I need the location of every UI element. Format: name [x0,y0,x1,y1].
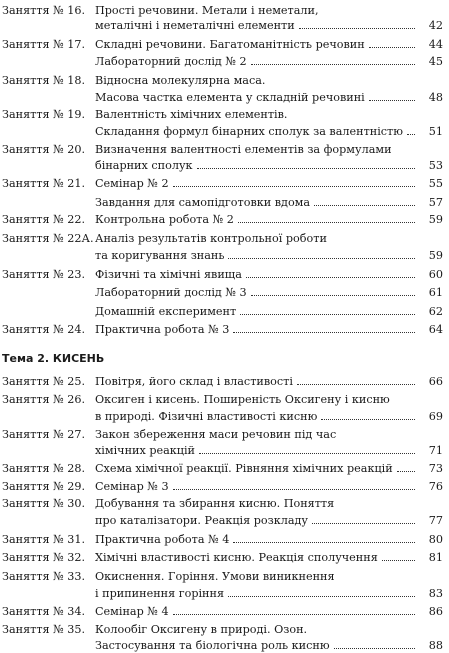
lesson-title-text: Практична робота № 3 [95,323,230,336]
toc-entry [2,623,443,637]
dot-leader [314,196,415,206]
lesson-title-text: Хімічні властивості кисню. Реакція сполучення [95,551,378,564]
toc-entry [2,480,443,494]
toc-entry [2,514,443,528]
lesson-title [95,514,415,528]
lesson-title [95,375,415,389]
toc-entry [2,4,443,18]
lesson-title [95,213,415,227]
toc-entry [2,605,443,619]
lesson-title-text: Прості речовини. Метали і неметали, [95,4,319,17]
toc-entry [2,108,443,122]
lesson-title [95,551,415,565]
page-number: 88 [428,639,443,652]
lesson-title-text: Відносна молекулярна маса. [95,74,266,87]
dot-leader [369,38,415,48]
lesson-title-text: Семінар № 2 [95,177,169,190]
lesson-title [95,177,415,191]
lesson-number: Заняття № 17. [2,38,86,51]
dot-leader [369,91,415,101]
toc-entry [2,639,443,653]
lesson-number: Заняття № 22. [2,213,86,226]
toc-entry [2,393,443,407]
toc-entry [2,74,443,88]
lesson-title [95,497,415,511]
lesson-title [95,570,415,584]
page-number: 64 [428,323,443,336]
lesson-title-text: Домашній експеримент [95,305,237,318]
lesson-title-text: і припинення горіння [95,587,225,600]
dot-leader [321,410,415,420]
toc-entry [2,533,443,547]
lesson-title [95,605,415,619]
lesson-number: Заняття № 21. [2,177,86,190]
lesson-title-text: про каталізатори. Реакція розкладу [95,514,308,527]
lesson-number: Заняття № 20. [2,143,86,156]
topic-heading: Тема 2. КИСЕНЬ [2,352,105,365]
lesson-number: Заняття № 16. [2,4,86,17]
dot-leader [228,249,415,259]
lesson-title [95,108,415,122]
dot-leader [299,19,415,29]
lesson-title-text: Валентність хімічних елементів. [95,108,288,121]
lesson-number: Заняття № 27. [2,428,86,441]
toc-entry [2,587,443,601]
toc-entry [2,196,443,210]
page-number: 42 [428,19,443,32]
toc-entry [2,177,443,191]
lesson-title [95,55,415,69]
lesson-number: Заняття № 19. [2,108,86,121]
lesson-title-text: в природі. Фізичні властивості кисню [95,410,318,423]
page-number: 86 [428,605,443,618]
lesson-number: Заняття № 34. [2,605,86,618]
toc-entry [2,19,443,33]
lesson-title [95,159,415,173]
lesson-title-text: Визначення валентності елементів за формулами [95,143,392,156]
lesson-title-text: Аналіз результатів контрольної роботи [95,232,327,245]
toc-entry [2,375,443,389]
page-number: 62 [428,305,443,318]
page-number: 66 [428,375,443,388]
lesson-title [95,533,415,547]
lesson-title-text: Застосування та біологічна роль кисню [95,639,330,652]
toc-entry [2,305,443,319]
page-number: 45 [428,55,443,68]
dot-leader [233,323,415,333]
page-number: 59 [428,249,443,262]
lesson-title-text: Масова частка елемента у складній речовині [95,91,365,104]
lesson-title [95,480,415,494]
page-number: 76 [428,480,443,493]
toc-entry [2,497,443,511]
lesson-title-text: Складання формул бінарних сполук за валентністю [95,125,403,138]
lesson-title-text: хімічних реакцій [95,444,196,457]
lesson-title [95,393,415,407]
dot-leader [238,213,415,223]
dot-leader [251,286,415,296]
page-number: 69 [428,410,443,423]
page-number: 61 [428,286,443,299]
lesson-title-text: металічні і неметалічні елементи [95,19,295,32]
lesson-number: Заняття № 22А. [2,232,94,245]
lesson-number: Заняття № 35. [2,623,86,636]
lesson-title-text: Семінар № 3 [95,480,169,493]
toc-entry [2,268,443,282]
lesson-title [95,38,415,52]
toc-entry [2,551,443,565]
dot-leader [173,177,415,187]
lesson-title-text: Оксиген і кисень. Поширеність Оксигену і кисню [95,393,390,406]
dot-leader [199,444,415,454]
page-number: 77 [428,514,443,527]
lesson-title-text: Складні речовини. Багатоманітність речовин [95,38,365,51]
lesson-title [95,196,415,210]
dot-leader [297,375,415,385]
lesson-number: Заняття № 26. [2,393,86,406]
page-number: 55 [428,177,443,190]
toc-entry [2,213,443,227]
lesson-title [95,639,415,653]
lesson-number: Заняття № 32. [2,551,86,564]
page-number: 73 [428,462,443,475]
dot-leader [173,480,415,490]
toc-entry [2,286,443,300]
toc-entry [2,38,443,52]
dot-leader [240,305,415,315]
dot-leader [197,159,415,169]
dot-leader [407,125,415,135]
page-number: 51 [428,125,443,138]
lesson-title-text: та коригування знань [95,249,225,262]
toc-entry [2,410,443,424]
page-number: 53 [428,159,443,172]
lesson-title [95,249,415,263]
lesson-number: Заняття № 29. [2,480,86,493]
lesson-title-text: Контрольна робота № 2 [95,213,234,226]
lesson-title [95,286,415,300]
page-number: 80 [428,533,443,546]
lesson-number: Заняття № 33. [2,570,86,583]
dot-leader [312,514,415,524]
lesson-number: Заняття № 25. [2,375,86,388]
lesson-title-text: Закон збереження маси речовин під час [95,428,337,441]
page-number: 59 [428,213,443,226]
lesson-title-text: Повітря, його склад і властивості [95,375,293,388]
toc-entry [2,125,443,139]
toc-entry [2,249,443,263]
lesson-title [95,410,415,424]
page-number: 81 [428,551,443,564]
page-number: 83 [428,587,443,600]
lesson-title [95,125,415,139]
lesson-title-text: Практична робота № 4 [95,533,230,546]
toc-entry [2,143,443,157]
toc-entry [2,462,443,476]
lesson-title-text: Колообіг Оксигену в природі. Озон. [95,623,308,636]
page-number: 71 [428,444,443,457]
toc-entry [2,444,443,458]
lesson-title-text: Лабораторний дослід № 2 [95,55,247,68]
dot-leader [228,587,415,597]
page-number: 57 [428,196,443,209]
toc-entry [2,55,443,69]
dot-leader [173,605,415,615]
lesson-title [95,19,415,33]
page-number: 48 [428,91,443,104]
toc-entry [2,159,443,173]
lesson-title [95,587,415,601]
lesson-title-text: Добування та збирання кисню. Поняття [95,497,335,510]
dot-leader [233,533,415,543]
lesson-title-text: Завдання для самопідготовки вдома [95,196,311,209]
toc-entry [2,91,443,105]
lesson-title [95,232,415,246]
dot-leader [382,551,415,561]
lesson-title [95,444,415,458]
dot-leader [246,268,415,278]
lesson-title-text: Окиснення. Горіння. Умови виникнення [95,570,335,583]
lesson-number: Заняття № 30. [2,497,86,510]
toc-entry [2,232,443,246]
lesson-title-text: Семінар № 4 [95,605,169,618]
lesson-title [95,74,415,88]
lesson-title [95,143,415,157]
toc-entry [2,428,443,442]
lesson-number: Заняття № 23. [2,268,86,281]
lesson-title [95,623,415,637]
lesson-title-text: Фізичні та хімічні явища [95,268,242,281]
lesson-number: Заняття № 18. [2,74,86,87]
lesson-number: Заняття № 24. [2,323,86,336]
lesson-number: Заняття № 28. [2,462,86,475]
lesson-title [95,428,415,442]
toc-entry [2,570,443,584]
page-number: 44 [428,38,443,51]
lesson-title [95,305,415,319]
dot-leader [334,639,415,649]
dot-leader [251,55,415,65]
page-number: 60 [428,268,443,281]
lesson-title-text: бінарних сполук [95,159,193,172]
dot-leader [397,462,415,472]
lesson-title [95,462,415,476]
lesson-number: Заняття № 31. [2,533,86,546]
lesson-title-text: Лабораторний дослід № 3 [95,286,247,299]
toc-entry [2,323,443,337]
lesson-title [95,323,415,337]
lesson-title [95,4,415,18]
lesson-title [95,91,415,105]
lesson-title [95,268,415,282]
lesson-title-text: Схема хімічної реакції. Рівняння хімічних реакцій [95,462,393,475]
